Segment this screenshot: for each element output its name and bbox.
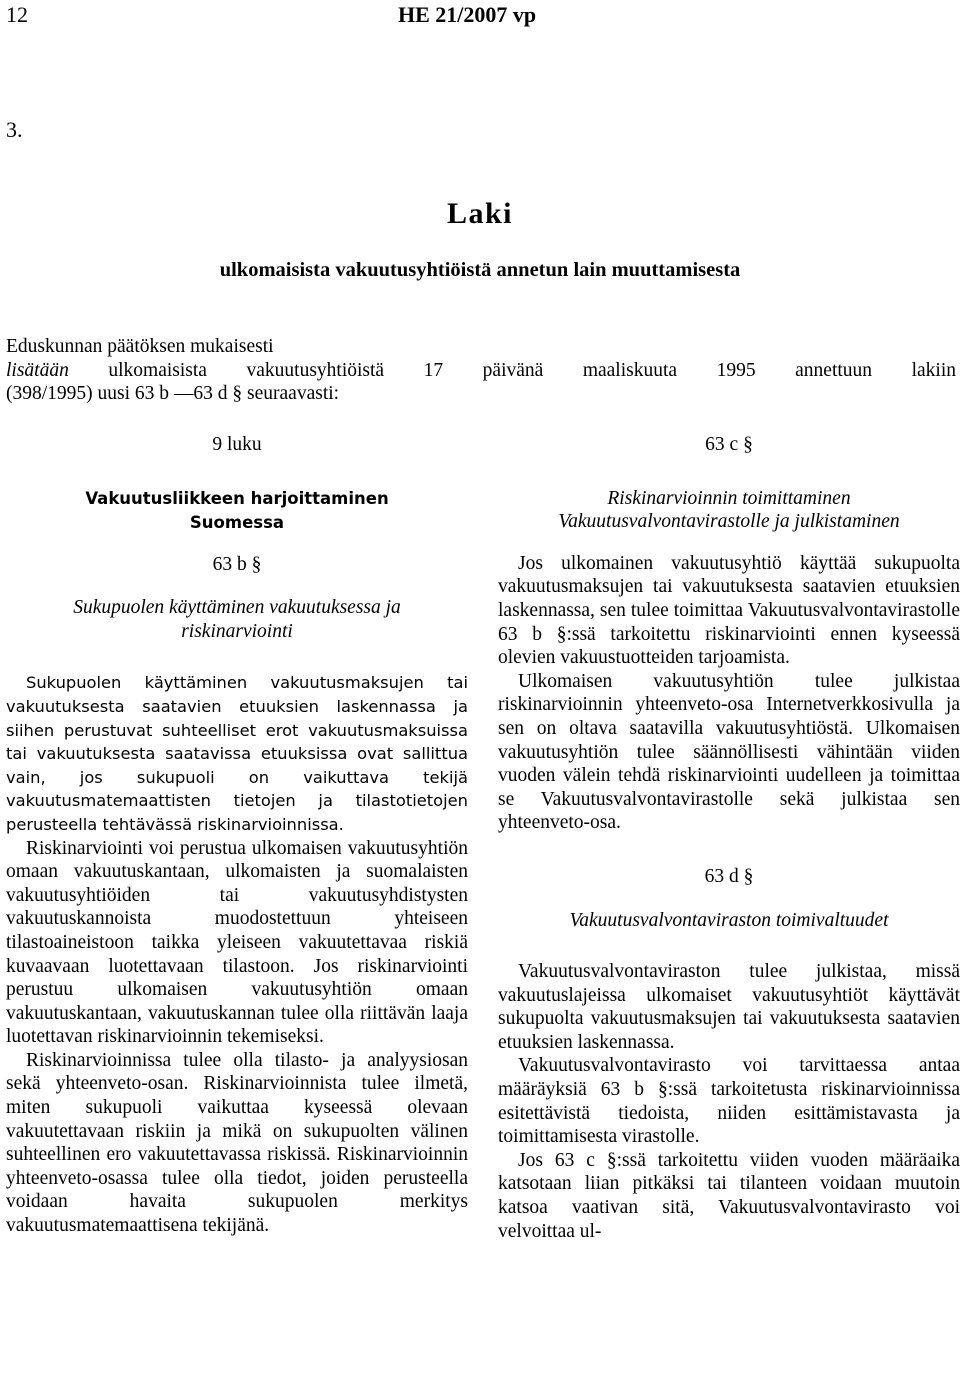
section-63c-title: Riskinarvioinnin toimittaminen Vakuutusvalvontavirastolle ja julkistaminen [558, 487, 900, 533]
document-code: HE 21/2007 vp [398, 2, 537, 27]
section-63b-paragraph-2: Riskinarviointi voi perustua ulkomaisen vakuutusyhtiön omaan vakuutuskantaan, ulkomaisten ja suomalaisten vakuutusyhtiöiden tai vakuutusyhdistysten vakuutuskannoista muodostettuun yhteiseen tilastoaineistoon taikka yleiseen vakuutettavaa riskiä kuvaavaan luotettavaan tilastoon. Jos riskinarviointi perustuu ulkomaisen vakuutusyhtiön omaan vakuutuskantaan, vakuutuskannan tulee olla riittävän laaja luotettavan riskinarvioinnin tekemiseksi. [6, 837, 468, 1048]
section-63d-heading: 63 d § [704, 865, 754, 887]
intro-line-1: Eduskunnan päätöksen mukaisesti [6, 336, 274, 357]
section-63d-paragraph-1: Vakuutusvalvontaviraston tulee julkistaa, missä vakuutuslajeissa ulkomaiset vakuutusyhtiöt käyttävät sukupuolta vakuutusmaksujen tai vakuutuksesta saatavien etuuksien laskennassa. [498, 961, 960, 1053]
left-column [6, 433, 468, 1238]
section-63c-heading: 63 c § [705, 434, 753, 455]
section-number: 3. [6, 117, 23, 142]
enactment-intro [6, 335, 956, 406]
section-63b-paragraph-1: Sukupuolen käyttäminen vakuutusmaksujen tai vakuutuksesta saatavien etuuksien laskennassa ja siihen perustuvat suhteelliset erot vakuutusmaksuissa tai vakuutuksesta saatavissa etuuksissa ovat sallittua vain, jos sukupuoli on vaikuttava tekijä vakuutusmatemaattisten tietojen ja tilastotietojen perusteella tehtävässä riskinarvioinnissa. [6, 673, 468, 834]
intro-verb: lisätään [6, 359, 69, 381]
section-63d-paragraph-3: Jos 63 c §:ssä tarkoitettu viiden vuoden määräaika katsotaan liian pitkäksi tai tilanteen voidaan muutoin katsoa vaativan sitä, Vakuutusvalvontavirasto voi velvoittaa ul- [498, 1149, 960, 1242]
section-63c-paragraph-1: Jos ulkomainen vakuutusyhtiö käyttää sukupuolta vakuutusmaksujen tai vakuutuksesta saatavien etuuksien laskennassa, sen tulee toimittaa Vakuutusvalvontavirastolle 63 b §:ssä tarkoitettu riskinarviointi ennen kyseessä olevien vakuustuotteiden tarjoamista. [498, 552, 960, 669]
intro-line-2 [6, 359, 956, 383]
law-subtitle: ulkomaisista vakuutusyhtiöistä annetun lain muuttamisesta [219, 259, 741, 281]
section-63b-paragraph-3: Riskinarvioinnissa tulee olla tilasto- ja analyysiosan sekä yhteenveto-osan. Riskinarvioinnista tulee ilmetä, miten sukupuoli vaikuttaa kyseessä olevaan vakuutettavaan riskiin ja mikä on sukupuolten välinen suhteellinen ero vakuutettavassa riskissä. Riskinarvioinnin yhteenveto-osassa tulee olla tiedot, joiden perusteella voidaan havaita sukupuolen merkitys vakuutusmatemaattisena tekijänä. [6, 1049, 468, 1237]
chapter-title: Vakuutusliikkeen harjoittaminen Suomessa [85, 488, 389, 532]
section-63b-title: Sukupuolen käyttäminen vakuutuksessa ja riskinarviointi [73, 597, 401, 642]
page-number: 12 [6, 2, 28, 27]
chapter-heading: 9 luku [212, 434, 262, 455]
section-63b-heading: 63 b § [212, 553, 262, 575]
intro-line-2-rest: ulkomaisista vakuutusyhtiöistä 17 päivänä maaliskuuta 1995 annettuun lakiin [68, 359, 956, 381]
right-column [498, 433, 960, 1243]
section-63d-paragraph-2: Vakuutusvalvontavirasto voi tarvittaessa antaa määräyksiä 63 b §:ssä tarkoitetusta riskinarvioinnissa esitettävistä tiedoista, niiden esittämistavasta ja toimittamisesta virastolle. [498, 1055, 960, 1148]
intro-line-3: (398/1995) uusi 63 b —63 d § seuraavasti: [6, 383, 340, 405]
law-title: Laki [446, 197, 514, 230]
section-63d-title: Vakuutusvalvontaviraston toimivaltuudet [569, 909, 889, 931]
section-63c-paragraph-2: Ulkomaisen vakuutusyhtiön tulee julkistaa riskinarvioinnin yhteenveto-osa Internetverkkosivulla ja sen on oltava saatavilla vakuutusyhtiöstä. Ulkomaisen vakuutusyhtiön tulee säännöllisesti vähintään viiden vuoden välein tehdä riskinarviointi uudelleen ja toimittaa se Vakuutusvalvontavirastolle sekä julkistaa sen yhteenveto-osa. [498, 670, 960, 834]
